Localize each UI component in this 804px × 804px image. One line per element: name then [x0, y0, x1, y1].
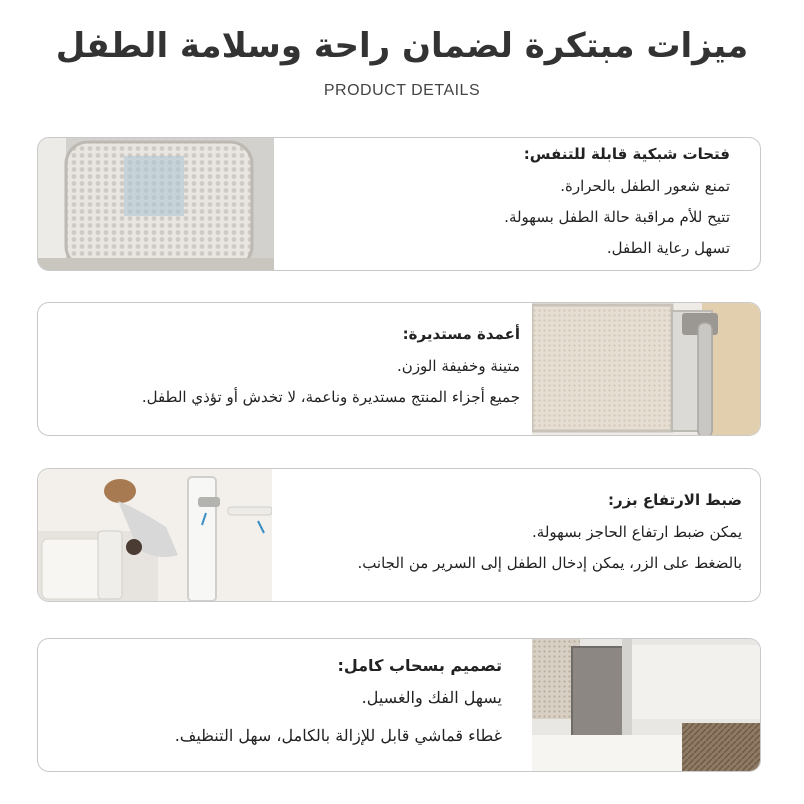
feature-line: تتيح للأم مراقبة حالة الطفل بسهولة.	[504, 207, 730, 226]
feature-line: بالضغط على الزر، يمكن إدخال الطفل إلى السرير من الجانب.	[357, 554, 742, 572]
feature-line: تمنع شعور الطفل بالحرارة.	[560, 176, 730, 195]
feature-card-mesh	[37, 137, 761, 271]
feature-line: تسهل رعاية الطفل.	[606, 238, 730, 257]
feature-line: يمكن ضبط ارتفاع الحاجز بسهولة.	[532, 523, 742, 541]
feature-card-height	[37, 468, 761, 602]
feature-text	[70, 303, 520, 435]
feature-heading: فتحات شبكية قابلة للتنفس:	[523, 144, 730, 163]
feature-card-zipper	[37, 638, 761, 772]
feature-line: جميع أجزاء المنتج مستديرة وناعمة، لا تخدش أو تؤذي الطفل.	[141, 388, 520, 406]
feature-card-poles	[37, 302, 761, 436]
feature-line: غطاء قماشي قابل للإزالة بالكامل، سهل التنظيف.	[174, 725, 502, 745]
page-subtitle: PRODUCT DETAILS	[323, 82, 481, 99]
feature-heading: أعمدة مستديرة:	[402, 325, 520, 343]
feature-text	[282, 469, 742, 601]
feature-line: يسهل الفك والغسيل.	[361, 687, 502, 707]
feature-text	[62, 639, 502, 771]
feature-heading: تصميم بسحاب كامل:	[337, 655, 502, 675]
feature-line: متينة وخفيفة الوزن.	[397, 357, 520, 375]
mesh-photo	[38, 138, 274, 270]
poles-photo	[532, 303, 760, 435]
height-photo	[38, 469, 272, 601]
zipper-photo	[532, 639, 760, 771]
feature-heading: ضبط الارتفاع بزر:	[608, 491, 742, 509]
page-title: ميزات مبتكرة لضمان راحة وسلامة الطفل	[55, 26, 749, 66]
feature-text	[330, 138, 730, 270]
